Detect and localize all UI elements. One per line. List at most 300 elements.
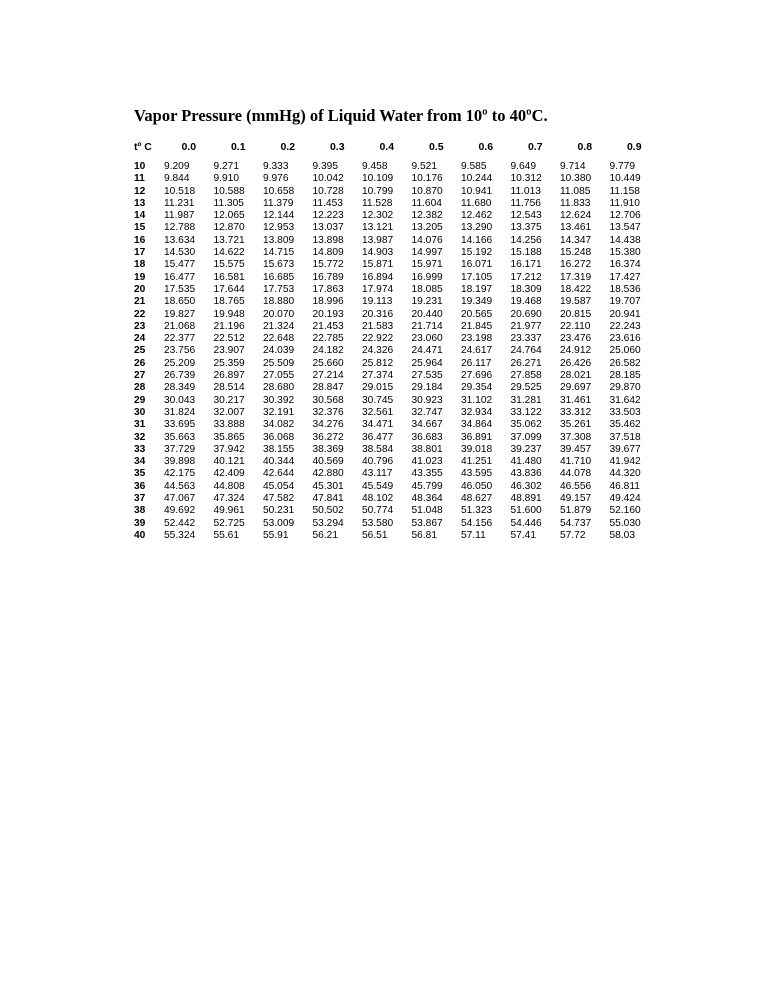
pressure-value-cell: 50.502 bbox=[312, 505, 344, 517]
pressure-value-cell: 55.030 bbox=[609, 517, 641, 529]
pressure-value-cell: 25.964 bbox=[411, 357, 443, 369]
pressure-value-cell: 10.658 bbox=[263, 185, 295, 197]
pressure-value-cell: 43.595 bbox=[461, 468, 493, 480]
pressure-value-cell: 19.113 bbox=[362, 296, 393, 308]
table-row bbox=[134, 333, 659, 345]
pressure-value-cell: 23.907 bbox=[213, 345, 245, 357]
pressure-value-cell: 9.209 bbox=[164, 161, 190, 172]
pressure-value-cell: 17.212 bbox=[510, 271, 542, 283]
pressure-value-cell: 46.811 bbox=[609, 480, 640, 492]
pressure-value-cell: 20.193 bbox=[312, 308, 344, 320]
pressure-value-cell: 40.569 bbox=[312, 456, 344, 468]
pressure-value-cell: 27.214 bbox=[312, 370, 344, 382]
pressure-value-cell: 35.462 bbox=[609, 419, 641, 431]
pressure-value-cell: 9.458 bbox=[362, 161, 388, 172]
pressure-value-cell: 54.156 bbox=[461, 517, 493, 529]
pressure-value-cell: 30.043 bbox=[164, 394, 196, 406]
pressure-value-cell: 44.808 bbox=[213, 480, 245, 492]
pressure-value-cell: 16.374 bbox=[609, 259, 641, 271]
pressure-value-cell: 16.685 bbox=[263, 271, 295, 283]
pressure-value-cell: 13.461 bbox=[560, 222, 592, 234]
pressure-value-cell: 51.600 bbox=[510, 505, 542, 517]
pressure-value-cell: 10.109 bbox=[362, 173, 394, 185]
pressure-value-cell: 16.272 bbox=[560, 259, 592, 271]
table-row bbox=[134, 432, 659, 444]
pressure-value-cell: 27.858 bbox=[510, 370, 542, 382]
table-row bbox=[134, 161, 659, 173]
pressure-value-cell: 22.512 bbox=[213, 333, 245, 345]
pressure-value-cell: 15.575 bbox=[213, 259, 245, 271]
pressure-value-cell: 28.514 bbox=[213, 382, 245, 394]
temperature-label: 32 bbox=[134, 431, 146, 443]
pressure-value-cell: 14.166 bbox=[461, 234, 493, 246]
pressure-value-cell: 52.160 bbox=[609, 505, 641, 517]
pressure-value-cell: 18.996 bbox=[312, 296, 344, 308]
pressure-value-cell: 49.961 bbox=[213, 505, 245, 517]
pressure-value-cell: 16.894 bbox=[362, 271, 394, 283]
temperature-label: 40 bbox=[134, 529, 146, 541]
pressure-value-cell: 37.729 bbox=[164, 443, 196, 455]
pressure-value-cell: 31.281 bbox=[510, 394, 542, 406]
header-row bbox=[134, 141, 659, 161]
temperature-label: 21 bbox=[134, 296, 146, 308]
temperature-label: 20 bbox=[134, 283, 146, 295]
pressure-value-cell: 24.764 bbox=[510, 345, 542, 357]
pressure-value-cell: 16.171 bbox=[510, 259, 542, 271]
pressure-value-cell: 24.182 bbox=[312, 345, 344, 357]
temperature-label: 29 bbox=[134, 394, 146, 406]
pressure-value-cell: 35.261 bbox=[560, 419, 592, 431]
pressure-value-cell: 57.41 bbox=[510, 529, 536, 541]
temperature-label: 26 bbox=[134, 357, 146, 369]
pressure-value-cell: 21.453 bbox=[312, 320, 344, 332]
pressure-value-cell: 12.382 bbox=[411, 210, 443, 222]
pressure-value-cell: 11.680 bbox=[461, 197, 492, 209]
pressure-value-cell: 20.070 bbox=[263, 308, 295, 320]
pressure-value-cell: 36.683 bbox=[411, 431, 443, 443]
pressure-value-cell: 11.305 bbox=[213, 197, 244, 209]
pressure-value-cell: 17.974 bbox=[362, 283, 394, 295]
pressure-value-cell: 13.290 bbox=[461, 222, 493, 234]
pressure-value-cell: 52.725 bbox=[213, 517, 245, 529]
pressure-value-cell: 22.377 bbox=[164, 333, 196, 345]
pressure-value-cell: 26.426 bbox=[560, 357, 592, 369]
pressure-value-cell: 19.707 bbox=[609, 296, 641, 308]
table-header bbox=[134, 141, 659, 161]
table-row bbox=[134, 530, 659, 542]
pressure-value-cell: 25.812 bbox=[362, 357, 394, 369]
table-row bbox=[134, 235, 659, 247]
pressure-value-cell: 26.117 bbox=[461, 357, 492, 369]
pressure-value-cell: 17.644 bbox=[213, 283, 245, 295]
pressure-value-cell: 29.015 bbox=[362, 382, 394, 394]
pressure-value-cell: 21.977 bbox=[510, 320, 542, 332]
pressure-value-cell: 31.824 bbox=[164, 406, 196, 418]
pressure-value-cell: 46.050 bbox=[461, 480, 493, 492]
pressure-value-cell: 11.833 bbox=[560, 197, 591, 209]
pressure-value-cell: 21.196 bbox=[213, 320, 245, 332]
pressure-value-cell: 13.898 bbox=[312, 234, 344, 246]
pressure-value-cell: 38.801 bbox=[411, 443, 443, 455]
pressure-value-cell: 12.706 bbox=[609, 210, 641, 222]
pressure-value-cell: 14.256 bbox=[510, 234, 542, 246]
pressure-value-cell: 55.324 bbox=[164, 529, 196, 541]
pressure-value-cell: 29.697 bbox=[560, 382, 592, 394]
pressure-value-cell: 29.525 bbox=[510, 382, 542, 394]
temperature-label: 13 bbox=[134, 197, 146, 209]
pressure-value-cell: 26.739 bbox=[164, 370, 196, 382]
pressure-value-cell: 32.191 bbox=[263, 406, 295, 418]
pressure-value-cell: 32.007 bbox=[213, 406, 245, 418]
table-row bbox=[134, 345, 659, 357]
pressure-value-cell: 43.355 bbox=[411, 468, 443, 480]
pressure-value-cell: 53.867 bbox=[411, 517, 443, 529]
pressure-value-cell: 50.231 bbox=[263, 505, 295, 517]
pressure-value-cell: 36.891 bbox=[461, 431, 493, 443]
pressure-value-cell: 33.695 bbox=[164, 419, 196, 431]
pressure-value-cell: 29.870 bbox=[609, 382, 641, 394]
pressure-value-cell: 10.799 bbox=[362, 185, 394, 197]
pressure-value-cell: 21.324 bbox=[263, 320, 295, 332]
pressure-value-cell: 27.374 bbox=[362, 370, 394, 382]
table-row bbox=[134, 505, 659, 517]
pressure-value-cell: 56.51 bbox=[362, 529, 388, 541]
pressure-value-cell: 44.078 bbox=[560, 468, 592, 480]
pressure-value-cell: 35.663 bbox=[164, 431, 196, 443]
pressure-value-cell: 18.880 bbox=[263, 296, 295, 308]
pressure-value-cell: 28.349 bbox=[164, 382, 196, 394]
pressure-value-cell: 33.312 bbox=[560, 406, 592, 418]
pressure-value-cell: 46.302 bbox=[510, 480, 542, 492]
table-row bbox=[134, 284, 659, 296]
pressure-value-cell: 10.312 bbox=[510, 173, 542, 185]
pressure-value-cell: 11.756 bbox=[510, 197, 541, 209]
pressure-value-cell: 15.248 bbox=[560, 247, 592, 259]
column-header: 0.2 bbox=[280, 141, 296, 153]
pressure-value-cell: 16.477 bbox=[164, 271, 196, 283]
pressure-value-cell: 18.309 bbox=[510, 283, 542, 295]
table-row bbox=[134, 419, 659, 431]
pressure-value-cell: 12.788 bbox=[164, 222, 196, 234]
pressure-value-cell: 13.205 bbox=[411, 222, 443, 234]
pressure-value-cell: 45.301 bbox=[312, 480, 344, 492]
pressure-value-cell: 56.21 bbox=[312, 529, 338, 541]
pressure-value-cell: 26.582 bbox=[609, 357, 641, 369]
pressure-value-cell: 42.644 bbox=[263, 468, 295, 480]
pressure-value-cell: 25.509 bbox=[263, 357, 295, 369]
pressure-value-cell: 25.060 bbox=[609, 345, 641, 357]
pressure-value-cell: 14.715 bbox=[263, 247, 295, 259]
pressure-value-cell: 30.745 bbox=[362, 394, 394, 406]
pressure-value-cell: 33.503 bbox=[609, 406, 641, 418]
table-row bbox=[134, 309, 659, 321]
pressure-value-cell: 45.549 bbox=[362, 480, 394, 492]
pressure-value-cell: 33.122 bbox=[510, 406, 542, 418]
pressure-value-cell: 53.294 bbox=[312, 517, 344, 529]
pressure-value-cell: 23.476 bbox=[560, 333, 592, 345]
temperature-label: 17 bbox=[134, 247, 146, 259]
pressure-value-cell: 31.642 bbox=[609, 394, 641, 406]
pressure-value-cell: 34.667 bbox=[411, 419, 443, 431]
pressure-value-cell: 30.568 bbox=[312, 394, 344, 406]
pressure-value-cell: 9.844 bbox=[164, 173, 190, 185]
pressure-value-cell: 14.530 bbox=[164, 247, 196, 259]
pressure-value-cell: 56.81 bbox=[411, 529, 437, 541]
pressure-value-cell: 32.934 bbox=[461, 406, 493, 418]
pressure-value-cell: 20.565 bbox=[461, 308, 493, 320]
column-header: 0.6 bbox=[478, 141, 494, 153]
pressure-value-cell: 14.997 bbox=[411, 247, 443, 259]
pressure-value-cell: 16.071 bbox=[461, 259, 493, 271]
vapor-pressure-table bbox=[134, 141, 659, 542]
table-row bbox=[134, 468, 659, 480]
table-row bbox=[134, 395, 659, 407]
pressure-value-cell: 32.747 bbox=[411, 406, 443, 418]
pressure-value-cell: 45.799 bbox=[411, 480, 443, 492]
pressure-value-cell: 36.477 bbox=[362, 431, 394, 443]
pressure-value-cell: 27.055 bbox=[263, 370, 295, 382]
pressure-value-cell: 38.584 bbox=[362, 443, 394, 455]
pressure-value-cell: 41.480 bbox=[510, 456, 542, 468]
pressure-value-cell: 9.395 bbox=[312, 161, 338, 172]
pressure-value-cell: 39.457 bbox=[560, 443, 592, 455]
pressure-value-cell: 49.424 bbox=[609, 493, 641, 505]
temperature-label: 28 bbox=[134, 382, 146, 394]
pressure-value-cell: 54.446 bbox=[510, 517, 542, 529]
pressure-value-cell: 24.912 bbox=[560, 345, 592, 357]
pressure-value-cell: 19.827 bbox=[164, 308, 196, 320]
table-row bbox=[134, 456, 659, 468]
pressure-value-cell: 15.477 bbox=[164, 259, 196, 271]
pressure-value-cell: 10.380 bbox=[560, 173, 592, 185]
pressure-value-cell: 28.847 bbox=[312, 382, 344, 394]
pressure-value-cell: 14.076 bbox=[411, 234, 443, 246]
pressure-value-cell: 9.585 bbox=[461, 161, 487, 172]
pressure-value-cell: 16.581 bbox=[213, 271, 245, 283]
pressure-value-cell: 42.175 bbox=[164, 468, 196, 480]
pressure-value-cell: 48.102 bbox=[362, 493, 394, 505]
column-header: 0.5 bbox=[428, 141, 444, 153]
pressure-value-cell: 31.461 bbox=[560, 394, 592, 406]
column-header: 0.9 bbox=[626, 141, 642, 153]
pressure-value-cell: 10.042 bbox=[312, 173, 344, 185]
pressure-value-cell: 9.649 bbox=[510, 161, 536, 172]
pressure-value-cell: 48.627 bbox=[461, 493, 493, 505]
temperature-label: 30 bbox=[134, 406, 146, 418]
pressure-value-cell: 20.316 bbox=[362, 308, 394, 320]
pressure-value-cell: 21.714 bbox=[411, 320, 443, 332]
pressure-value-cell: 19.948 bbox=[213, 308, 245, 320]
temperature-label: 22 bbox=[134, 308, 146, 320]
temperature-label: 38 bbox=[134, 505, 146, 517]
pressure-value-cell: 12.543 bbox=[510, 210, 542, 222]
pressure-value-cell: 47.841 bbox=[312, 493, 344, 505]
pressure-value-cell: 25.209 bbox=[164, 357, 196, 369]
column-header: 0.3 bbox=[329, 141, 345, 153]
pressure-value-cell: 13.634 bbox=[164, 234, 196, 246]
pressure-value-cell: 40.796 bbox=[362, 456, 394, 468]
pressure-value-cell: 22.648 bbox=[263, 333, 295, 345]
pressure-value-cell: 51.323 bbox=[461, 505, 493, 517]
pressure-value-cell: 9.521 bbox=[411, 161, 437, 172]
pressure-value-cell: 20.941 bbox=[609, 308, 641, 320]
pressure-value-cell: 10.176 bbox=[411, 173, 443, 185]
pressure-value-cell: 13.721 bbox=[213, 234, 245, 246]
table-row bbox=[134, 382, 659, 394]
pressure-value-cell: 24.326 bbox=[362, 345, 394, 357]
pressure-value-cell: 50.774 bbox=[362, 505, 394, 517]
pressure-value-cell: 19.468 bbox=[510, 296, 542, 308]
pressure-value-cell: 40.121 bbox=[213, 456, 245, 468]
table-row bbox=[134, 198, 659, 210]
temperature-label: 23 bbox=[134, 320, 146, 332]
pressure-value-cell: 30.392 bbox=[263, 394, 295, 406]
table-body bbox=[134, 161, 659, 542]
pressure-value-cell: 10.941 bbox=[461, 185, 493, 197]
pressure-value-cell: 48.891 bbox=[510, 493, 542, 505]
pressure-value-cell: 41.023 bbox=[411, 456, 443, 468]
pressure-value-cell: 20.690 bbox=[510, 308, 542, 320]
table-row bbox=[134, 173, 659, 185]
pressure-value-cell: 25.359 bbox=[213, 357, 245, 369]
pressure-value-cell: 13.037 bbox=[312, 222, 344, 234]
pressure-value-cell: 22.785 bbox=[312, 333, 344, 345]
pressure-value-cell: 25.660 bbox=[312, 357, 344, 369]
pressure-value-cell: 42.880 bbox=[312, 468, 344, 480]
pressure-value-cell: 41.942 bbox=[609, 456, 641, 468]
pressure-value-cell: 12.462 bbox=[461, 210, 493, 222]
pressure-value-cell: 39.677 bbox=[609, 443, 641, 455]
pressure-value-cell: 28.185 bbox=[609, 370, 641, 382]
pressure-value-cell: 19.587 bbox=[560, 296, 592, 308]
pressure-value-cell: 49.157 bbox=[560, 493, 592, 505]
pressure-value-cell: 53.009 bbox=[263, 517, 295, 529]
pressure-value-cell: 34.864 bbox=[461, 419, 493, 431]
pressure-value-cell: 18.650 bbox=[164, 296, 196, 308]
temperature-label: 36 bbox=[134, 480, 146, 492]
pressure-value-cell: 15.188 bbox=[510, 247, 542, 259]
pressure-value-cell: 10.449 bbox=[609, 173, 641, 185]
pressure-value-cell: 11.013 bbox=[510, 185, 541, 197]
temperature-label: 12 bbox=[134, 185, 146, 197]
pressure-value-cell: 9.271 bbox=[213, 161, 239, 172]
pressure-value-cell: 17.319 bbox=[560, 271, 592, 283]
table-row bbox=[134, 321, 659, 333]
pressure-value-cell: 39.898 bbox=[164, 456, 196, 468]
pressure-value-cell: 39.237 bbox=[510, 443, 542, 455]
temperature-label: 14 bbox=[134, 210, 146, 222]
pressure-value-cell: 55.91 bbox=[263, 529, 289, 541]
pressure-value-cell: 9.910 bbox=[213, 173, 239, 185]
pressure-value-cell: 51.879 bbox=[560, 505, 592, 517]
table-row bbox=[134, 481, 659, 493]
pressure-value-cell: 34.471 bbox=[362, 419, 394, 431]
table-row bbox=[134, 247, 659, 259]
pressure-value-cell: 30.217 bbox=[213, 394, 245, 406]
pressure-value-cell: 26.271 bbox=[510, 357, 542, 369]
pressure-value-cell: 10.728 bbox=[312, 185, 344, 197]
pressure-value-cell: 23.756 bbox=[164, 345, 196, 357]
temperature-label: 31 bbox=[134, 419, 146, 431]
pressure-value-cell: 33.888 bbox=[213, 419, 245, 431]
pressure-value-cell: 45.054 bbox=[263, 480, 295, 492]
table-row bbox=[134, 186, 659, 198]
pressure-value-cell: 13.987 bbox=[362, 234, 394, 246]
pressure-value-cell: 40.344 bbox=[263, 456, 295, 468]
table-row bbox=[134, 444, 659, 456]
pressure-value-cell: 21.068 bbox=[164, 320, 196, 332]
temperature-label: 33 bbox=[134, 443, 146, 455]
temperature-label: 16 bbox=[134, 234, 146, 246]
pressure-value-cell: 12.953 bbox=[263, 222, 295, 234]
pressure-value-cell: 47.582 bbox=[263, 493, 295, 505]
temperature-column-header: tº C bbox=[134, 141, 152, 153]
pressure-value-cell: 38.155 bbox=[263, 443, 295, 455]
pressure-value-cell: 52.442 bbox=[164, 517, 196, 529]
pressure-value-cell: 21.583 bbox=[362, 320, 394, 332]
table-row bbox=[134, 210, 659, 222]
pressure-value-cell: 24.617 bbox=[461, 345, 493, 357]
table-row bbox=[134, 358, 659, 370]
pressure-value-cell: 30.923 bbox=[411, 394, 443, 406]
pressure-value-cell: 24.039 bbox=[263, 345, 295, 357]
pressure-value-cell: 18.536 bbox=[609, 283, 641, 295]
pressure-value-cell: 55.61 bbox=[213, 529, 239, 541]
table-row bbox=[134, 518, 659, 530]
pressure-value-cell: 29.184 bbox=[411, 382, 443, 394]
pressure-value-cell: 58.03 bbox=[609, 529, 635, 541]
pressure-value-cell: 57.11 bbox=[461, 529, 486, 541]
pressure-value-cell: 12.144 bbox=[263, 210, 295, 222]
pressure-value-cell: 11.528 bbox=[362, 197, 393, 209]
pressure-value-cell: 46.556 bbox=[560, 480, 592, 492]
pressure-value-cell: 13.547 bbox=[609, 222, 641, 234]
pressure-value-cell: 28.021 bbox=[560, 370, 592, 382]
pressure-value-cell: 36.068 bbox=[263, 431, 295, 443]
temperature-label: 34 bbox=[134, 456, 146, 468]
pressure-value-cell: 10.588 bbox=[213, 185, 245, 197]
pressure-value-cell: 11.987 bbox=[164, 210, 195, 222]
pressure-value-cell: 13.375 bbox=[510, 222, 542, 234]
temperature-label: 25 bbox=[134, 345, 146, 357]
pressure-value-cell: 12.065 bbox=[213, 210, 245, 222]
pressure-value-cell: 37.099 bbox=[510, 431, 542, 443]
pressure-value-cell: 23.060 bbox=[411, 333, 443, 345]
pressure-value-cell: 29.354 bbox=[461, 382, 493, 394]
pressure-value-cell: 44.563 bbox=[164, 480, 196, 492]
pressure-value-cell: 17.105 bbox=[461, 271, 493, 283]
pressure-value-cell: 23.337 bbox=[510, 333, 542, 345]
pressure-value-cell: 15.380 bbox=[609, 247, 641, 259]
pressure-value-cell: 12.302 bbox=[362, 210, 394, 222]
pressure-value-cell: 14.438 bbox=[609, 234, 641, 246]
pressure-value-cell: 17.753 bbox=[263, 283, 295, 295]
pressure-value-cell: 42.409 bbox=[213, 468, 245, 480]
table-row bbox=[134, 370, 659, 382]
pressure-value-cell: 12.223 bbox=[312, 210, 344, 222]
pressure-value-cell: 10.244 bbox=[461, 173, 493, 185]
pressure-value-cell: 15.871 bbox=[362, 259, 394, 271]
pressure-value-cell: 34.276 bbox=[312, 419, 344, 431]
pressure-value-cell: 19.349 bbox=[461, 296, 493, 308]
pressure-value-cell: 11.085 bbox=[560, 185, 591, 197]
pressure-value-cell: 43.836 bbox=[510, 468, 542, 480]
pressure-value-cell: 10.870 bbox=[411, 185, 443, 197]
pressure-value-cell: 20.440 bbox=[411, 308, 443, 320]
pressure-value-cell: 18.422 bbox=[560, 283, 592, 295]
pressure-value-cell: 12.870 bbox=[213, 222, 245, 234]
pressure-value-cell: 47.324 bbox=[213, 493, 245, 505]
